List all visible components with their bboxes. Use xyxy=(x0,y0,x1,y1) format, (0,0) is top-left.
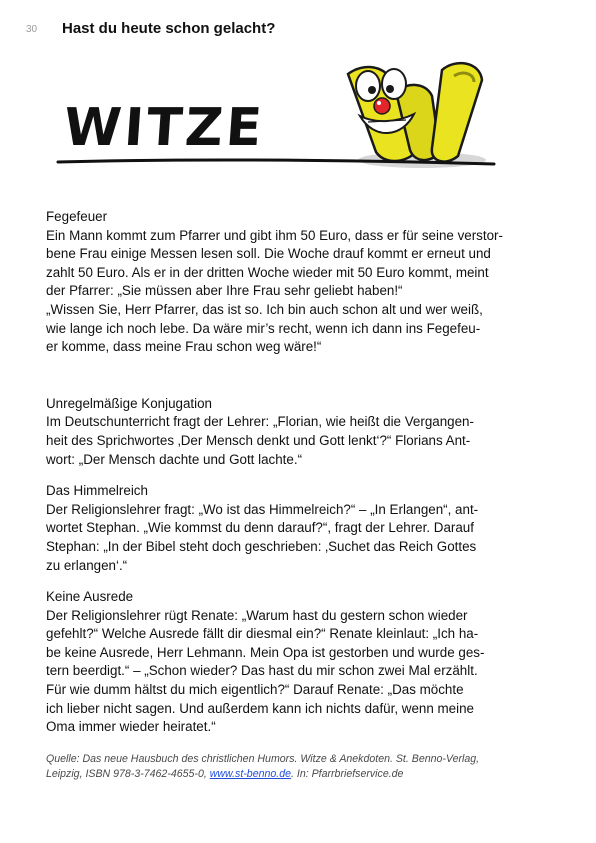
source-line-1: Quelle: Das neue Hausbuch des christlichen Humors. Witze & Anekdoten. St. Benno-Verlag, xyxy=(46,753,480,765)
joke-line: zahlt 50 Euro. Als er in der dritten Woche wieder mit 50 Euro kommt, meint xyxy=(46,264,489,280)
source-line-2-prefix: Leipzig, ISBN 978-3-7462-4655-0, xyxy=(46,768,210,780)
logo-word: WITZE xyxy=(61,98,267,158)
joke-line: wort: „Der Mensch dachte und Gott lachte.“ xyxy=(46,451,303,467)
joke-line: heit des Sprichwortes ‚Der Mensch denkt und Gott lenkt‘?“ Florians Ant- xyxy=(46,432,471,448)
joke-line: Für wie dumm hältst du mich eigentlich?“ Darauf Renate: „Das möchte xyxy=(46,682,464,698)
laughing-w-mascot-icon xyxy=(334,52,494,170)
joke-line: tern beerdigt.“ – „Schon wieder? Das hast du mir schon zwei Mal erzählt. xyxy=(46,663,478,679)
joke-line: der Pfarrer: „Sie müssen aber Ihre Frau sehr geliebt haben!“ xyxy=(46,283,403,299)
joke-title: Das Himmelreich xyxy=(46,483,148,499)
logo-underline xyxy=(56,156,496,170)
joke-line: bene Frau einige Messen lesen soll. Die Woche drauf kommt er erneut und xyxy=(46,246,491,262)
page-title: Hast du heute schon gelacht? xyxy=(62,20,276,37)
source-citation xyxy=(46,752,566,782)
joke-line: „Wissen Sie, Herr Pfarrer, das ist so. Ich bin auch schon alt und wer weiß, xyxy=(46,301,483,317)
joke-line: Der Religionslehrer rügt Renate: „Warum hast du gestern schon wieder xyxy=(46,607,468,623)
page-number: 30 xyxy=(26,24,38,35)
joke-line: gefehlt?“ Welche Ausrede fällt dir diesmal ein?“ Renate kleinlaut: „Ich ha- xyxy=(46,626,479,642)
joke-konjugation xyxy=(46,395,556,469)
joke-fegefeuer xyxy=(46,208,556,357)
joke-line: Stephan: „In der Bibel steht doch geschrieben: ‚Suchet das Reich Gottes xyxy=(46,538,477,554)
joke-line: be keine Ausrede, Herr Lehmann. Mein Opa ist gestorben und wurde ges- xyxy=(46,644,485,660)
joke-ausrede xyxy=(46,588,556,737)
joke-line: wie lange ich noch lebe. Da wäre mir’s recht, wenn ich dann ins Fegefeu- xyxy=(46,320,481,336)
joke-line: Im Deutschunterricht fragt der Lehrer: „Florian, wie heißt die Vergangen- xyxy=(46,414,474,430)
jokes-content xyxy=(46,208,556,737)
joke-line: Der Religionslehrer fragt: „Wo ist das Himmelreich?“ – „In Erlangen“, ant- xyxy=(46,501,479,517)
st-benno-link[interactable]: www.st-benno.de xyxy=(209,768,291,780)
joke-title: Keine Ausrede xyxy=(46,589,134,605)
joke-line: wortet Stephan. „Wie kommst du denn darauf?“, fragt der Lehrer. Darauf xyxy=(46,520,474,536)
source-line-2-suffix: . In: Pfarrbriefservice.de xyxy=(290,768,404,780)
joke-title: Unregelmäßige Konjugation xyxy=(46,395,212,411)
joke-line: Oma immer wieder heiratet.“ xyxy=(46,719,216,735)
joke-himmelreich xyxy=(46,482,556,575)
joke-title: Fegefeuer xyxy=(46,209,108,224)
joke-line: Ein Mann kommt zum Pfarrer und gibt ihm 50 Euro, dass er für seine verstor- xyxy=(46,227,503,243)
joke-line: ich lieber nicht sagen. Und außerdem kann ich nichts dafür, wenn meine xyxy=(46,700,474,716)
witze-logo xyxy=(56,52,496,182)
joke-line: er komme, dass meine Frau schon weg wäre!“ xyxy=(46,339,322,355)
joke-line: zu erlangen‘.“ xyxy=(46,557,128,573)
